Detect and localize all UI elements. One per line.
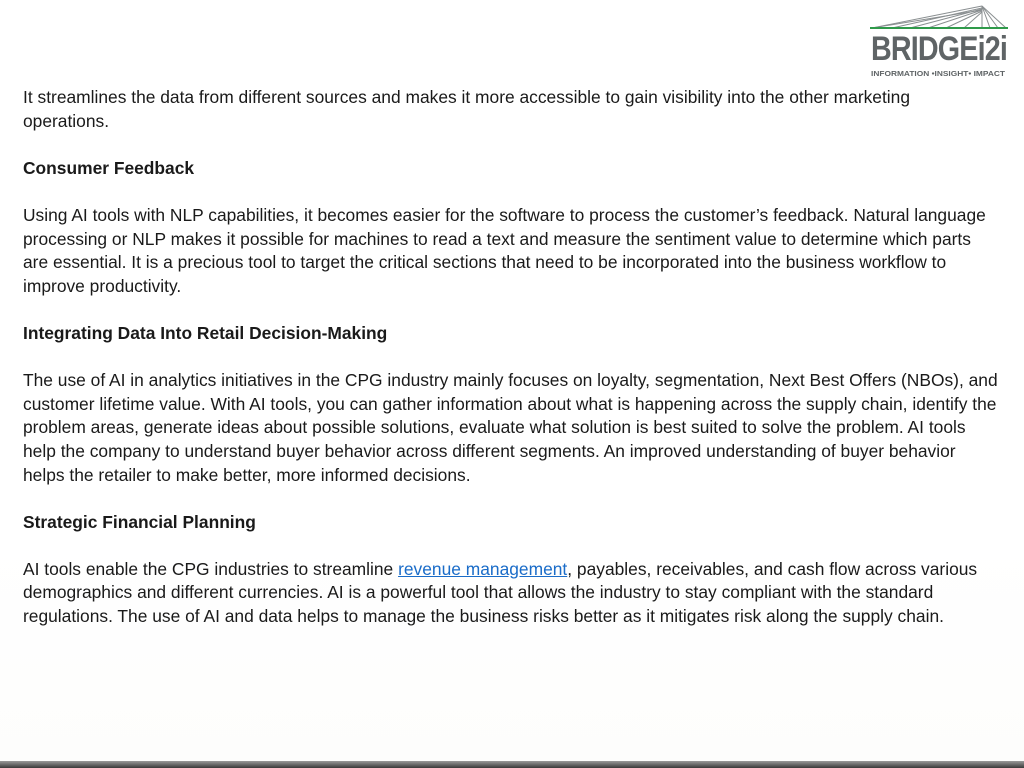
section-body-integrating-data: The use of AI in analytics initiatives in the CPG industry mainly focuses on loyalty, segmentation, Next Best Offers (NBOs), and customer lifetime value. With AI tools, you can gather information about what is happening across the supply chain, identify the problem areas, generate ideas about possible solutions, evaluate what solution is best suited to solve the problem. AI tools help the company to understand buyer behavior across different segments. An improved understanding of buyer behavior helps the retailer to make better, more informed decisions.: [23, 370, 998, 485]
revenue-management-link[interactable]: revenue management: [398, 558, 568, 579]
body-text-before-link: AI tools enable the CPG industries to streamline: [23, 558, 399, 579]
section-heading-integrating-data: Integrating Data Into Retail Decision-Making: [23, 322, 388, 343]
logo-brand-text: BRIDGEi2i: [871, 30, 1007, 68]
bridge-arch-icon: [870, 4, 1008, 80]
body-text-after-link: , payables, receivables, and cash flow across various demographics and different currencies. AI is a powerful tool that allows the industry to stay compliant with the standard regulations. The use of AI and data helps to manage the business risks better as it mitigates risk along the supply chain.: [23, 558, 978, 627]
section-body-strategic-planning: [23, 558, 998, 629]
intro-paragraph: It streamlines the data from different sources and makes it more accessible to gain visibility into the other marketing operations.: [23, 87, 911, 131]
logo-tagline-text: INFORMATION •INSIGHT• IMPACT: [871, 69, 1006, 78]
section-body-consumer-feedback: Using AI tools with NLP capabilities, it becomes easier for the software to process the customer’s feedback. Natural language processing or NLP makes it possible for machines to read a text and measure the sentiment value to determine which parts are essential. It is a precious tool to target the critical sections that need to be incorporated into the business workflow to improve productivity.: [23, 204, 986, 296]
bottom-divider-bar: [0, 761, 1024, 768]
bridgei2i-logo: [870, 4, 1008, 80]
article-content: [23, 86, 998, 652]
section-heading-consumer-feedback: Consumer Feedback: [23, 157, 195, 178]
section-heading-strategic-planning: Strategic Financial Planning: [23, 511, 256, 532]
